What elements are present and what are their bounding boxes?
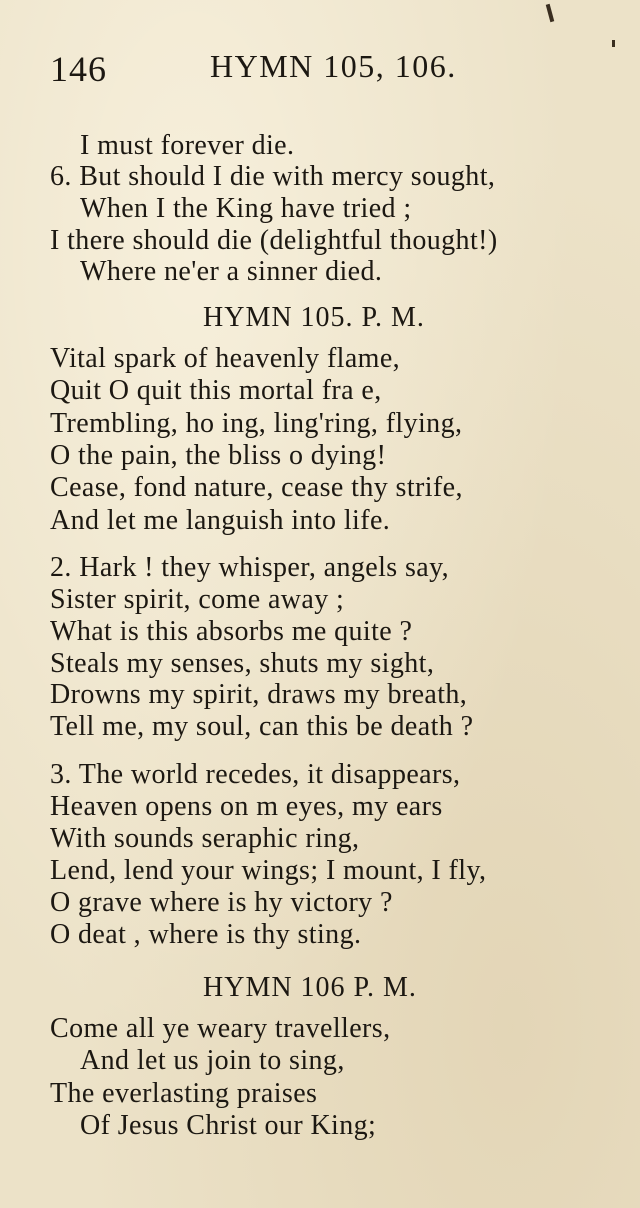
verse-line: Lend, lend your wings; I mount, I fly, — [50, 855, 487, 886]
verse-line: Trembling, ho ing, ling'ring, flying, — [50, 408, 463, 439]
verse-line: And let me languish into life. — [50, 505, 391, 536]
verse-line: Cease, fond nature, cease thy strife, — [50, 472, 463, 503]
verse-line: And let us join to sing, — [80, 1045, 345, 1076]
verse-line: 3. The world recedes, it disappears, — [50, 759, 461, 790]
verse-line: Drowns my spirit, draws my breath, — [50, 679, 468, 710]
verse-line: O deat , where is thy sting. — [50, 919, 362, 950]
verse-line: 2. Hark ! they whisper, angels say, — [50, 552, 450, 583]
hymn-106-title: HYMN 106 P. M. — [203, 972, 417, 1003]
hymn-105-title: HYMN 105. P. M. — [203, 302, 425, 333]
verse-line: Tell me, my soul, can this be death ? — [50, 711, 474, 742]
verse-line: 6. But should I die with mercy sought, — [50, 161, 496, 192]
running-head: HYMN 105, 106. — [210, 48, 457, 84]
verse-line: Quit O quit this mortal fra e, — [50, 375, 382, 406]
verse-line: Vital spark of heavenly flame, — [50, 343, 401, 374]
verse-line: I must forever die. — [80, 130, 295, 161]
verse-line: Of Jesus Christ our King; — [80, 1110, 377, 1141]
verse-line: O the pain, the bliss o dying! — [50, 440, 387, 471]
page-header — [50, 48, 470, 98]
verse-line: The everlasting praises — [50, 1078, 318, 1109]
ink-speck-corner — [612, 40, 615, 47]
verse-line: Where ne'er a sinner died. — [80, 256, 383, 287]
verse-line: What is this absorbs me quite ? — [50, 616, 413, 647]
verse-line: Steals my senses, shuts my sight, — [50, 648, 435, 679]
verse-line: Come all ye weary travellers, — [50, 1013, 391, 1044]
verse-line: When I the King have tried ; — [80, 193, 412, 224]
verse-line: Sister spirit, come away ; — [50, 584, 345, 615]
verse-line: With sounds seraphic ring, — [50, 823, 360, 854]
ink-speck-top — [546, 4, 555, 22]
verse-line: O grave where is hy victory ? — [50, 887, 393, 918]
page-number: 146 — [50, 49, 107, 89]
verse-line: Heaven opens on m eyes, my ears — [50, 791, 443, 822]
verse-line: I there should die (delightful thought!) — [50, 225, 498, 256]
